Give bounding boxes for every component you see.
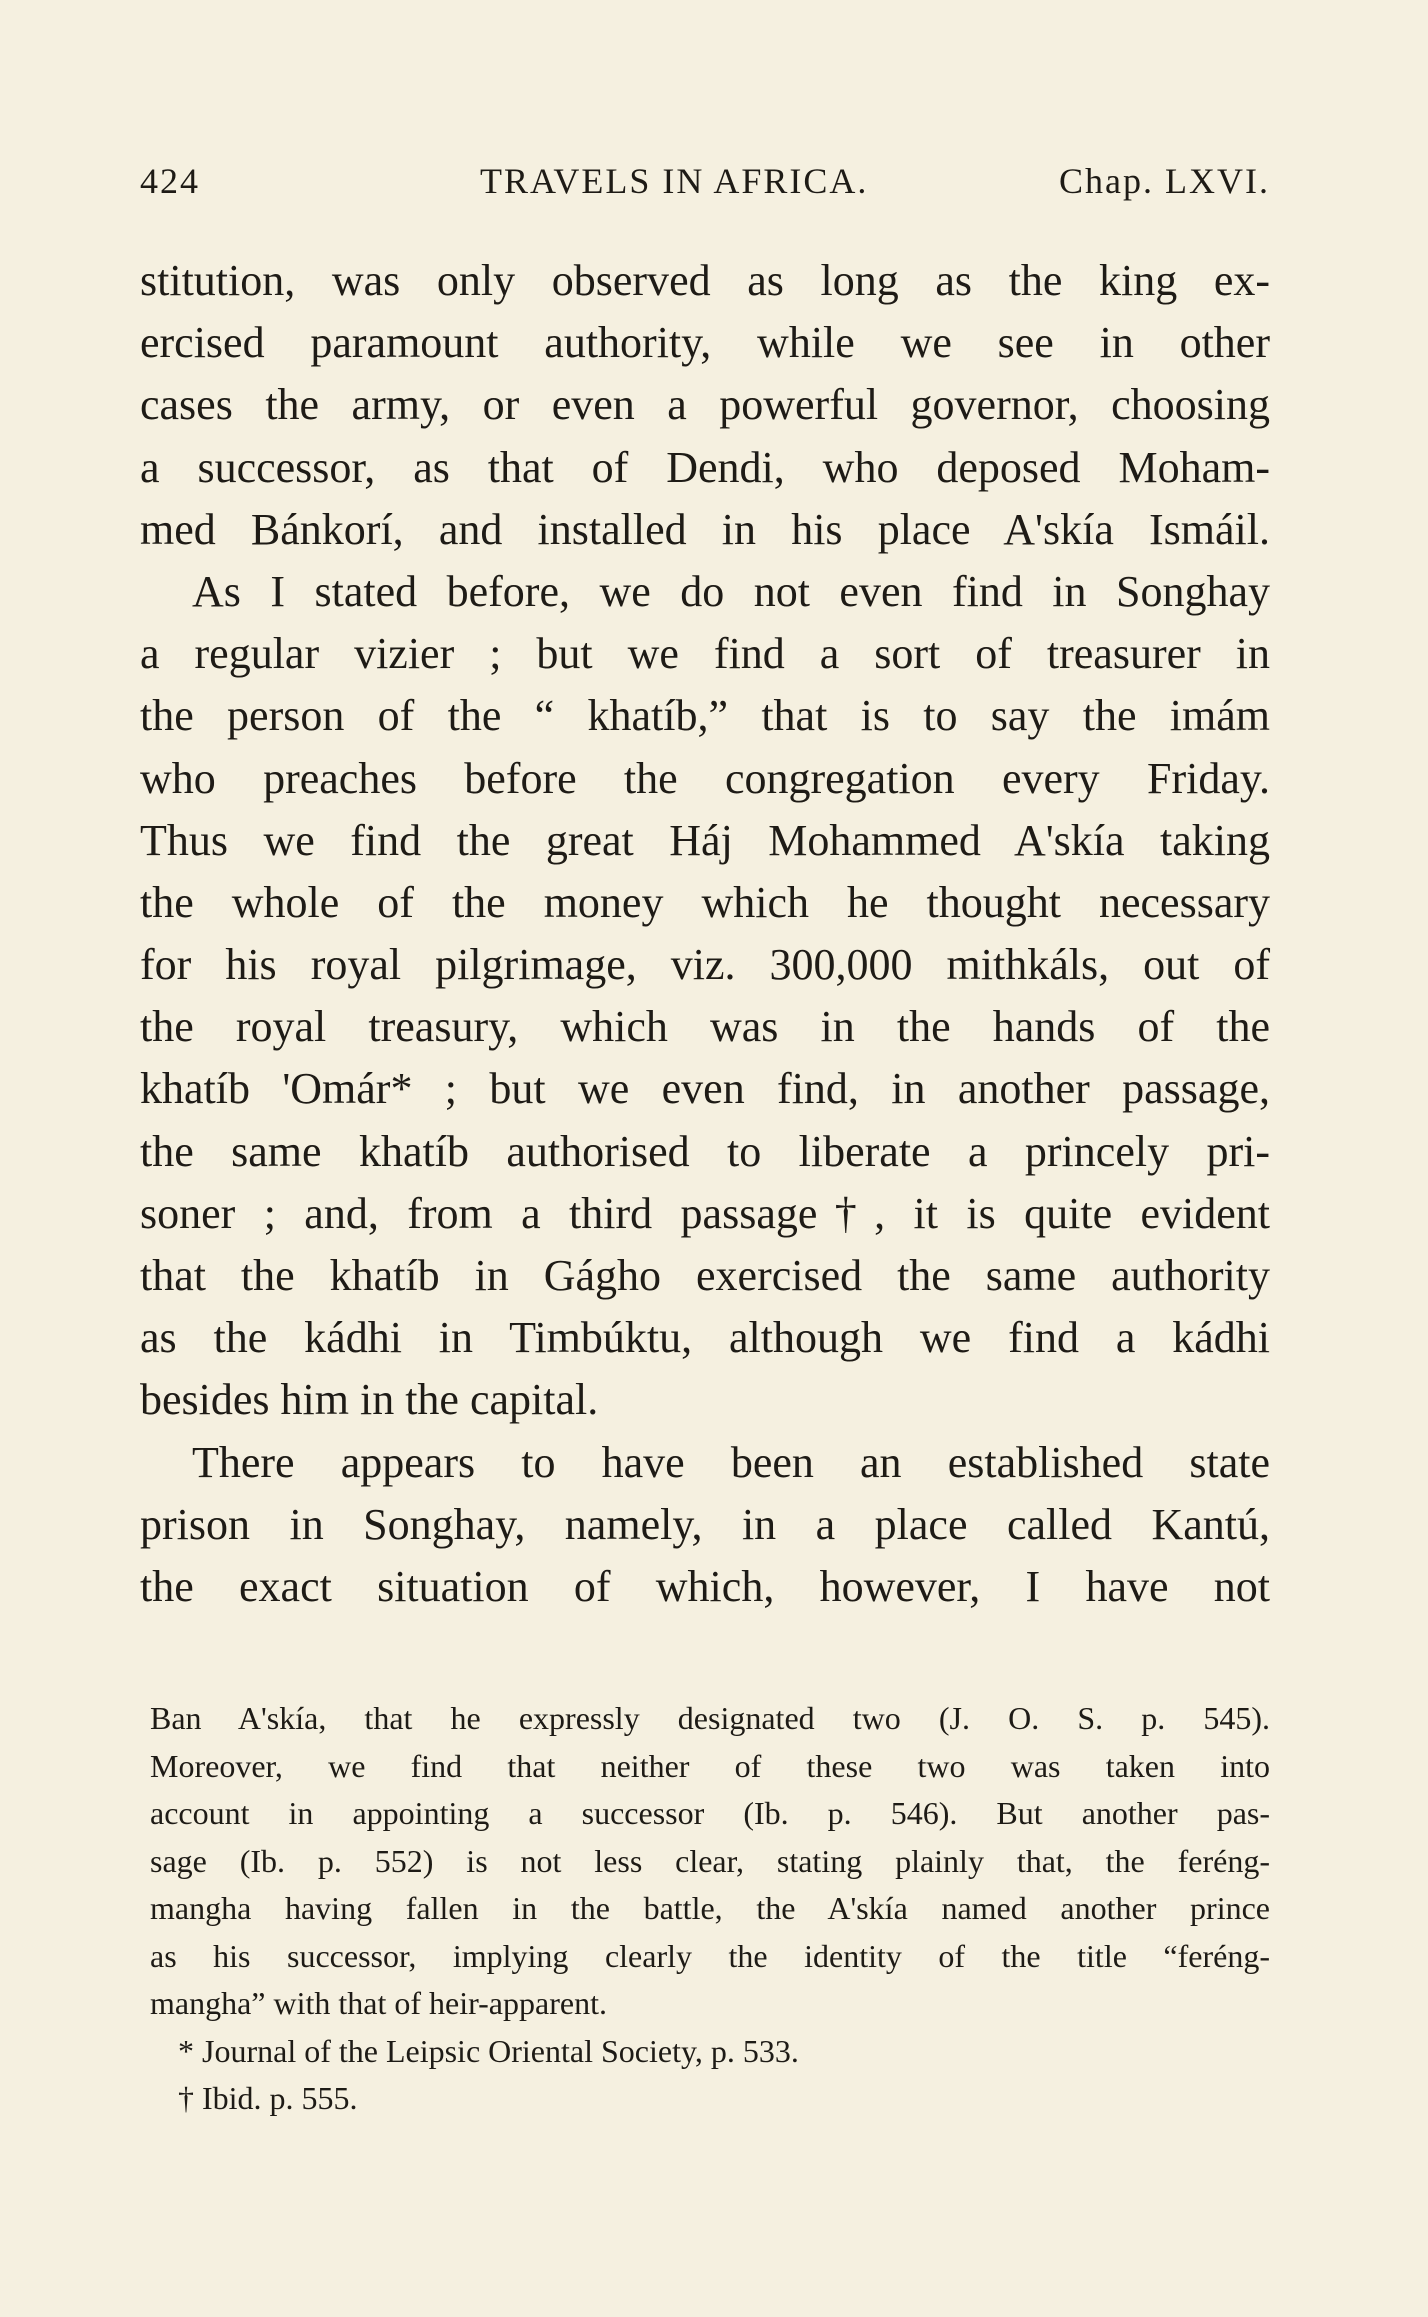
footnote-line: mangha” with that of heir-apparent. xyxy=(150,1985,607,2021)
text-line: the person of the “ khatíb,” that is to say the imám xyxy=(140,691,1270,741)
text-line: as the kádhi in Timbúktu, although we find a kádhi xyxy=(140,1313,1270,1363)
footnote-line: Ban A'skía, that he expressly designated two (J. O. S. p. 545). xyxy=(150,1700,1270,1736)
text-line: that the khatíb in Gágho exercised the same authority xyxy=(140,1251,1270,1300)
text-line: As I stated before, we do not even find in Songhay xyxy=(192,566,1270,616)
footnote-line: account in appointing a successor (Ib. p. 546). But another pas- xyxy=(150,1795,1270,1831)
footnote-line: mangha having fallen in the battle, the A'skía named another prince xyxy=(150,1890,1270,1926)
text-line: the same khatíb authorised to liberate a princely pri- xyxy=(140,1126,1270,1176)
page-number: 424 xyxy=(140,161,200,201)
footnote-asterisk: * Journal of the Leipsic Oriental Society, p. 533. xyxy=(178,2032,799,2069)
footnote-line: sage (Ib. p. 552) is not less clear, stating plainly that, the feréng- xyxy=(150,1842,1270,1879)
chapter-label: Chap. LXVI. xyxy=(1059,161,1270,201)
text-line: a successor, as that of Dendi, who deposed Moham- xyxy=(140,442,1270,492)
text-line: ercised paramount authority, while we see in other xyxy=(140,318,1270,368)
running-title: TRAVELS IN AFRICA. xyxy=(480,161,869,201)
text-line: the exact situation of which, however, I have not xyxy=(140,1561,1270,1611)
text-line: cases the army, or even a powerful governor, choosing xyxy=(140,380,1270,430)
footnotes xyxy=(150,1695,1270,2123)
text-line: soner ; and, from a third passage†, it is quite evident xyxy=(140,1188,1270,1238)
footnote-dagger: † Ibid. p. 555. xyxy=(178,2080,358,2116)
text-line: who preaches before the congregation every Friday. xyxy=(140,753,1270,803)
text-line: stitution, was only observed as long as the king ex- xyxy=(140,256,1270,305)
main-text xyxy=(140,250,1270,1618)
text-line: Thus we find the great Háj Mohammed A'skía taking xyxy=(140,815,1270,865)
text-line: med Bánkorí, and installed in his place A'skía Ismáil. xyxy=(140,504,1270,554)
text-line: khatíb 'Omár* ; but we even find, in another passage, xyxy=(140,1064,1270,1114)
text-line: the whole of the money which he thought necessary xyxy=(140,877,1270,927)
footnote-line: Moreover, we find that neither of these two was taken into xyxy=(150,1747,1270,1784)
text-line: besides him in the capital. xyxy=(140,1375,599,1425)
text-line: the royal treasury, which was in the hands of the xyxy=(140,1002,1270,1052)
text-line: prison in Songhay, namely, in a place called Kantú, xyxy=(140,1499,1270,1549)
running-header xyxy=(140,160,1270,212)
text-line: for his royal pilgrimage, viz. 300,000 mithkáls, out of xyxy=(140,940,1270,990)
text-line: There appears to have been an established state xyxy=(192,1437,1270,1487)
footnote-line: as his successor, implying clearly the identity of the title “feréng- xyxy=(150,1937,1270,1974)
text-line: a regular vizier ; but we find a sort of treasurer in xyxy=(140,629,1270,679)
